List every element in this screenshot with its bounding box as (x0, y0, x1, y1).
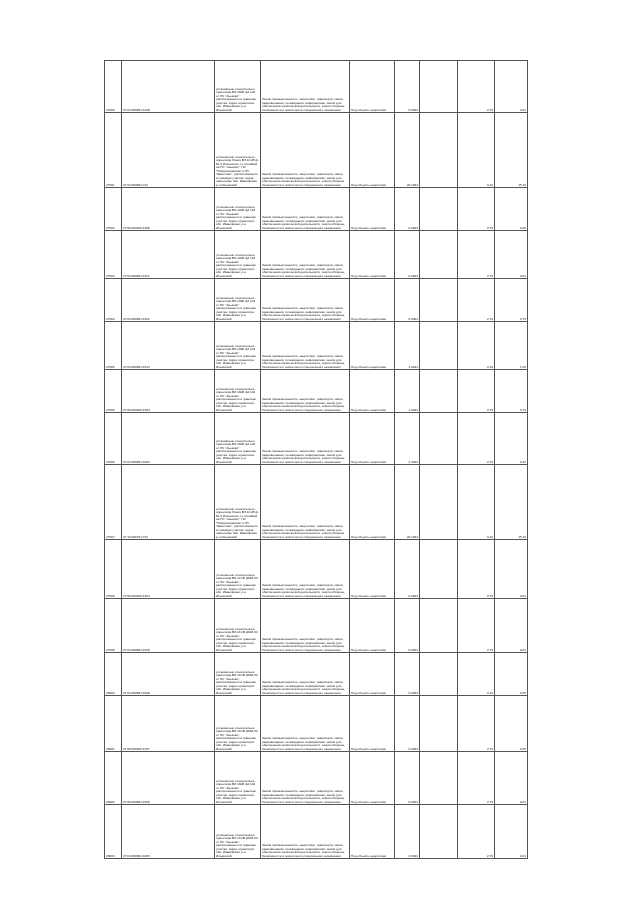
cell-code: 37:04:000801:1603 (122, 413, 215, 465)
cell-v2: 0.79 (495, 370, 528, 413)
cell-use: Под объекты энергетики (350, 599, 395, 653)
cell-area: 0.0024 (395, 61, 420, 113)
cell-id: 27099 (105, 599, 122, 653)
cell-rate: 0.19 (458, 465, 495, 540)
cell-code: 37:04:000801:1521 (122, 231, 215, 279)
cell-v1 (420, 653, 458, 696)
cell-desc: установлено относительно ориентира ВЛ-10кВ ф4 104 от ПС "Аньково" расположенного в границах участка. Адрес ориентира: обл. Ивановская, р-н Ильинский (215, 413, 261, 465)
cell-v2: 0.01 (495, 231, 528, 279)
cell-purpose: Земли промышленности, энергетики, транспорта, связи, радиовещания, телевидения, информатики, земли для обеспечения космической деятельности, земли обороны, безопасности и земли иного специального назначения (261, 231, 350, 279)
cell-use: Под объекты энергетики (350, 465, 395, 540)
table-row (105, 231, 528, 279)
cell-purpose: Земли промышленности, энергетики, транспорта, связи, радиовещания, телевидения, информатики, земли для обеспечения космической деятельности, земли обороны, безопасности и земли иного специального назначения (261, 653, 350, 696)
cell-area: 0.0064 (395, 279, 420, 322)
cell-rate: 2.79 (458, 61, 495, 113)
cell-purpose: Земли промышленности, энергетики, транспорта, связи, радиовещания, телевидения, информатики, земли для обеспечения космической деятельности, земли обороны, безопасности и земли иного специального назначения (261, 752, 350, 805)
cell-v1 (420, 465, 458, 540)
table-row (105, 113, 528, 188)
cell-purpose: Земли промышленности, энергетики, транспорта, связи, радиовещания, телевидения, информатики, земли для обеспечения космической деятельности, земли обороны, безопасности и земли иного специального назначения (261, 370, 350, 413)
table-row (105, 465, 528, 540)
cell-v1 (420, 113, 458, 188)
cell-id: 27067 (105, 465, 122, 540)
cell-v2: 0.00 (495, 696, 528, 752)
cell-purpose: Земли промышленности, энергетики, транспорта, связи, радиовещания, телевидения, информатики, земли для обеспечения космической деятельности, земли обороны, безопасности и земли иного специального назначения (261, 599, 350, 653)
cell-use: Под объекты энергетики (350, 752, 395, 805)
cell-area: 2.3024 (395, 413, 420, 465)
cell-purpose: Земли промышленности, энергетики, транспорта, связи, радиовещания, телевидения, информатики, земли для обеспечения космической деятельности, земли обороны, безопасности и земли иного специального назначения (261, 465, 350, 540)
cell-v2: 0.01 (495, 540, 528, 599)
cell-code: 37:08:000000:1384 (122, 370, 215, 413)
cell-use: Под объекты энергетики (350, 61, 395, 113)
table-row (105, 653, 528, 696)
table-row (105, 279, 528, 322)
cell-purpose: Земли промышленности, энергетики, транспорта, связи, радиовещания, телевидения, информатики, земли для обеспечения космической деятельности, земли обороны, безопасности и земли иного специального назначения (261, 322, 350, 370)
cell-rate: 2.79 (458, 599, 495, 653)
cell-v1 (420, 370, 458, 413)
table-row (105, 752, 528, 805)
cell-desc: установлено относительно ориентира ВЛ-10кВ ф4 104 от ПС "Аньково" расположенного в границах участка. Адрес ориентира: обл. Ивановская, р-н Ильинский (215, 370, 261, 413)
cell-use: Под объекты энергетики (350, 322, 395, 370)
cell-code: 37:08:000000:1388 (122, 188, 215, 231)
cell-area: 0.0024 (395, 540, 420, 599)
cell-area: 0.0024 (395, 231, 420, 279)
cell-id: 27062 (105, 188, 122, 231)
cell-area: 0.0024 (395, 653, 420, 696)
cell-v1 (420, 322, 458, 370)
cell-code: 37:04:000801:1605 (122, 805, 215, 859)
cell-use: Под объекты энергетики (350, 805, 395, 859)
cell-desc: установлено относительно ориентира ВЛ-10 кВ ф№6 04 от ПС "Аньково", расположенного в границах участка. Адрес ориентира: обл. Ивановская, р-н Ильинский (215, 540, 261, 599)
cell-desc: установлено относительно ориентира ВЛ-10 кВ ф№6 04 от ПС "Аньково", расположенного в границах участка. Адрес ориентира: обл. Ивановская, р-н Ильинский (215, 805, 261, 859)
cell-v1 (420, 188, 458, 231)
cell-v1 (420, 805, 458, 859)
cell-area: 23.1924 (395, 465, 420, 540)
cell-code: 37:04:000801:1523 (122, 322, 215, 370)
cell-rate: 2.79 (458, 231, 495, 279)
cell-code: 37:04:000801:1448 (122, 61, 215, 113)
cell-v2: 0.01 (495, 805, 528, 859)
cell-id: 28000 (105, 653, 122, 696)
cell-use: Под объекты энергетики (350, 279, 395, 322)
cell-area: 0.0024 (395, 752, 420, 805)
cell-id: 27061 (105, 113, 122, 188)
cell-id: 27066 (105, 413, 122, 465)
cell-area: 23.1924 (395, 113, 420, 188)
table-row (105, 370, 528, 413)
cell-rate: 2.79 (458, 696, 495, 752)
cell-purpose: Земли промышленности, энергетики, транспорта, связи, радиовещания, телевидения, информатики, земли для обеспечения космической деятельности, земли обороны, безопасности и земли иного специального назначения (261, 805, 350, 859)
cell-desc: установлено относительно ориентира Линия ВЛ-10 кВ ф.№ 6 Ильинское-1 с отпайкой на ПС "Аньково", ПС "Новоселковская" и ПС "Щёкотово", расположенного в границах участка. Адрес ориентира: обл. Ивановская, р-н Ильинский (215, 113, 261, 188)
cell-desc: установлено относительно ориентира ВЛ-10 кВ ф№6 04 от ПС "Аньково", расположенного в границах участка. Адрес ориентира: обл. Ивановская, р-н Ильинский (215, 696, 261, 752)
cell-desc: установлено относительно ориентира ВЛ-10 кВ ф№6 04 от ПС "Аньково", расположенного в границах участка. Адрес ориентира: обл. Ивановская, р-н Ильинский (215, 599, 261, 653)
cell-v2: 0.00 (495, 653, 528, 696)
cell-desc: установлено относительно ориентира ВЛ-10кВ ф4 104 от ПС "Аньково" расположенного в границах участка. Адрес ориентира: обл. Ивановская, р-н Ильинский (215, 752, 261, 805)
table-row (105, 188, 528, 231)
cell-area: 0.0024 (395, 599, 420, 653)
cell-use: Под объекты энергетики (350, 370, 395, 413)
cell-v2: 0.01 (495, 61, 528, 113)
cell-v1 (420, 413, 458, 465)
cell-desc: установлено относительно ориентира ВЛ-10кВ ф4 104 от ПС "Аньково" расположенного в границах участка. Адрес ориентира: обл. Ивановская, р-н Ильинский (215, 279, 261, 322)
table-row (105, 696, 528, 752)
cell-rate: 0.19 (458, 322, 495, 370)
cell-desc: установлено относительно ориентира ВЛ-10кВ ф4 104 от ПС "Аньково" расположенного в границах участка. Адрес ориентира: обл. Ивановская, р-н Ильинский (215, 61, 261, 113)
table-row (105, 540, 528, 599)
cell-v2: 15.16 (495, 465, 528, 540)
cell-code: 37:19:000701:732 (122, 465, 215, 540)
cell-rate: 2.79 (458, 279, 495, 322)
cell-v1 (420, 540, 458, 599)
cell-v2: 15.16 (495, 113, 528, 188)
cell-code: 37:08:000801:1609 (122, 752, 215, 805)
cell-id: 27064 (105, 279, 122, 322)
cell-v2: 0.01 (495, 599, 528, 653)
cell-desc: установлено относительно ориентира ВЛ-10кВ ф4 104 от ПС "Аньково" расположенного в границах участка. Адрес ориентира: обл. Ивановская, р-н Ильинский (215, 322, 261, 370)
cell-use: Под объекты энергетики (350, 231, 395, 279)
cell-v1 (420, 61, 458, 113)
cell-code: 37:04:000801:722 (122, 113, 215, 188)
cell-code: 37:04:000801:1522 (122, 279, 215, 322)
cell-id: 27066 (105, 370, 122, 413)
table-row (105, 413, 528, 465)
cell-rate: 0.19 (458, 113, 495, 188)
cell-v1 (420, 279, 458, 322)
cell-rate: 0.79 (458, 540, 495, 599)
cell-v1 (420, 599, 458, 653)
cell-use: Под объекты энергетики (350, 696, 395, 752)
cell-desc: установлено относительно ориентира Линия ВЛ-10 кВ ф.№ 6 Ильинское-1 с отпайкой на ПС "Аньково", ПС "Новоселковская" и ПС "Щёкотово", расположенного в границах участка. Адрес ориентира: обл. Ивановская, р-н Ильинский (215, 465, 261, 540)
cell-rate: 2.79 (458, 805, 495, 859)
cell-area: 1.0024 (395, 370, 420, 413)
table-body (105, 61, 528, 859)
cell-use: Под объекты энергетики (350, 540, 395, 599)
cell-id: 27063 (105, 231, 122, 279)
cell-id: 27065 (105, 322, 122, 370)
cell-purpose: Земли промышленности, энергетики, транспорта, связи, радиовещания, телевидения, информатики, земли для обеспечения космической деятельности, земли обороны, безопасности и земли иного специального назначения (261, 279, 350, 322)
cell-rate: 0.79 (458, 370, 495, 413)
cell-rate: 2.79 (458, 413, 495, 465)
cell-use: Под объекты энергетики (350, 413, 395, 465)
cell-purpose: Земли промышленности, энергетики, транспорта, связи, радиовещания, телевидения, информатики, земли для обеспечения космической деятельности, земли обороны, безопасности и земли иного специального назначения (261, 113, 350, 188)
table-row (105, 805, 528, 859)
cell-code: 37:04:000801:1646 (122, 599, 215, 653)
cell-rate: 0.19 (458, 653, 495, 696)
cell-purpose: Земли промышленности, энергетики, транспорта, связи, радиовещания, телевидения, информатики, земли для обеспечения космической деятельности, земли обороны, безопасности и земли иного специального назначения (261, 413, 350, 465)
cell-id: 28001 (105, 696, 122, 752)
cell-v2: 1.00 (495, 322, 528, 370)
cell-purpose: Земли промышленности, энергетики, транспорта, связи, радиовещания, телевидения, информатики, земли для обеспечения космической деятельности, земли обороны, безопасности и земли иного специального назначения (261, 61, 350, 113)
cell-purpose: Земли промышленности, энергетики, транспорта, связи, радиовещания, телевидения, информатики, земли для обеспечения космической деятельности, земли обороны, безопасности и земли иного специального назначения (261, 540, 350, 599)
cell-v2: 6.42 (495, 413, 528, 465)
cell-area: 0.0024 (395, 696, 420, 752)
cell-v2: 0.01 (495, 752, 528, 805)
cell-v2: 0.75 (495, 279, 528, 322)
cell-rate: 2.79 (458, 752, 495, 805)
cell-code: 37:04:000801:1648 (122, 653, 215, 696)
cell-id: 28003 (105, 805, 122, 859)
cell-id: 27060 (105, 61, 122, 113)
cell-desc: установлено относительно ориентира ВЛ-10 кВ ф№6 04 от ПС "Аньково", расположенного в границах участка. Адрес ориентира: обл. Ивановская, р-н Ильинский (215, 653, 261, 696)
land-registry-table (104, 60, 528, 859)
cell-code: 37:08:000000:1357 (122, 696, 215, 752)
cell-area: 0.0024 (395, 805, 420, 859)
cell-area: 0.0024 (395, 188, 420, 231)
table-row (105, 322, 528, 370)
cell-purpose: Земли промышленности, энергетики, транспорта, связи, радиовещания, телевидения, информатики, земли для обеспечения космической деятельности, земли обороны, безопасности и земли иного специального назначения (261, 188, 350, 231)
cell-area: 1.0624 (395, 322, 420, 370)
cell-purpose: Земли промышленности, энергетики, транспорта, связи, радиовещания, телевидения, информатики, земли для обеспечения космической деятельности, земли обороны, безопасности и земли иного специального назначения (261, 696, 350, 752)
cell-use: Под объекты энергетики (350, 653, 395, 696)
cell-v1 (420, 752, 458, 805)
cell-id: 28002 (105, 752, 122, 805)
cell-id: 27069 (105, 540, 122, 599)
table-row (105, 61, 528, 113)
cell-desc: установлено относительно ориентира ВЛ-10кВ ф4 104 от ПС "Аньково" расположенного в границах участка. Адрес ориентира: обл. Ивановская, р-н Ильинский (215, 231, 261, 279)
cell-v1 (420, 696, 458, 752)
cell-code: 37:08:000000:1354 (122, 540, 215, 599)
table-row (105, 599, 528, 653)
cell-rate: 0.79 (458, 188, 495, 231)
cell-desc: установлено относительно ориентира ВЛ-10кВ ф4 104 от ПС "Аньково" расположенного в границах участка. Адрес ориентира: обл. Ивановская, р-н Ильинский (215, 188, 261, 231)
cell-v1 (420, 231, 458, 279)
cell-use: Под объекты энергетики (350, 113, 395, 188)
cell-use: Под объекты энергетики (350, 188, 395, 231)
cell-v2: 0.00 (495, 188, 528, 231)
